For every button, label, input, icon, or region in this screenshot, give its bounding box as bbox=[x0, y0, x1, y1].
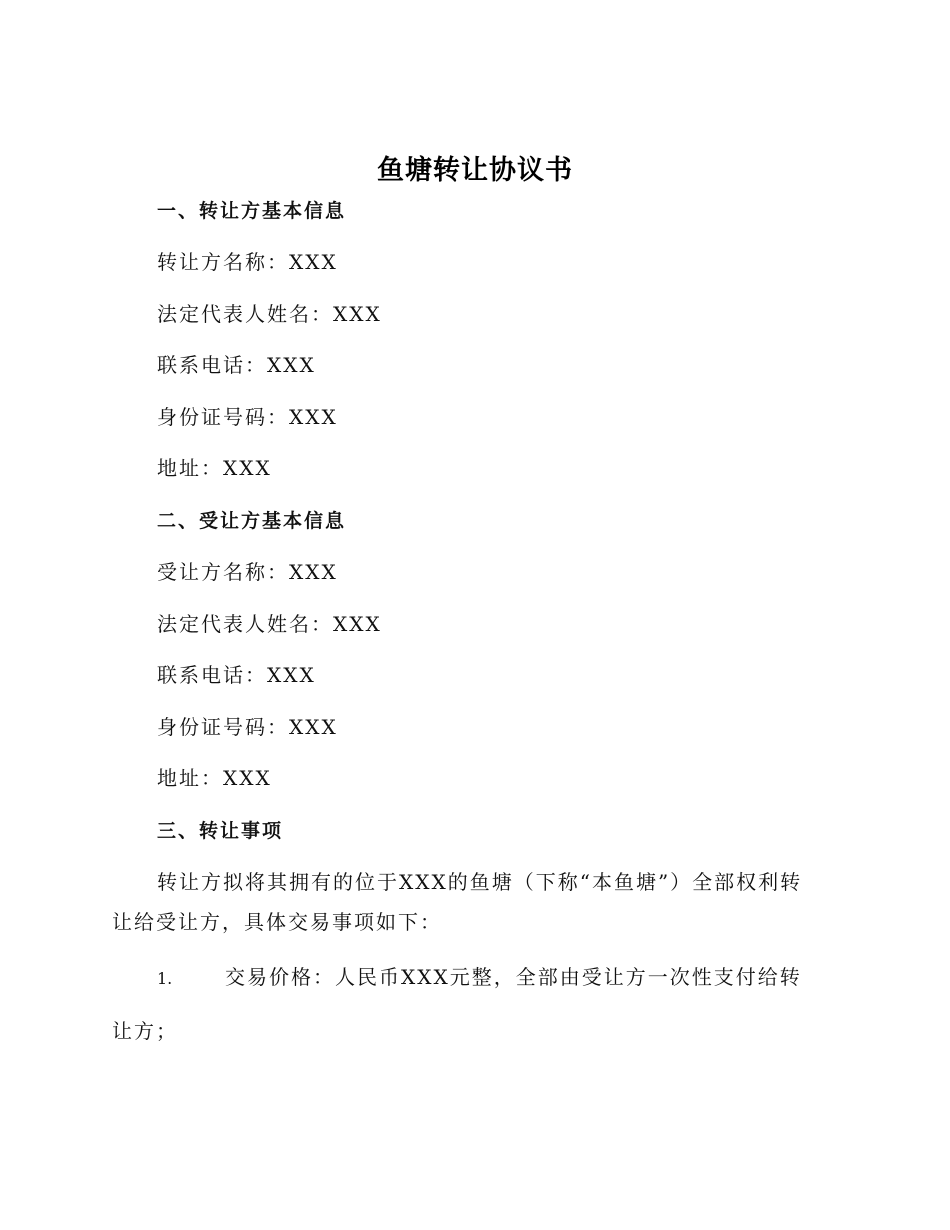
transferee-address-field: 地址：XXX bbox=[157, 766, 272, 790]
transfer-item-number: 1. bbox=[157, 969, 173, 988]
document-title: 鱼塘转让协议书 bbox=[377, 155, 573, 186]
transferee-name-field: 受让方名称：XXX bbox=[157, 560, 338, 584]
transferee-phone-field: 联系电话：XXX bbox=[157, 663, 316, 687]
transferee-id-field: 身份证号码：XXX bbox=[157, 715, 338, 739]
transferor-phone-field: 联系电话：XXX bbox=[157, 353, 316, 377]
transferor-legal-rep-field: 法定代表人姓名：XXX bbox=[157, 302, 382, 326]
transfer-intro-paragraph: 转让方拟将其拥有的位于XXX的鱼塘（下称“本鱼塘”）全部权利转让给受让方，具体交易事项如下： bbox=[112, 870, 803, 934]
transferor-address-field: 地址：XXX bbox=[157, 456, 272, 480]
section-heading-transferee: 二、受让方基本信息 bbox=[157, 510, 347, 532]
section-heading-transfer-matters: 三、转让事项 bbox=[157, 820, 284, 842]
transfer-item bbox=[112, 951, 822, 1057]
section-heading-transferor: 一、转让方基本信息 bbox=[157, 200, 347, 222]
transfer-item-text: 交易价格：人民币XXX元整，全部由受让方一次性支付给转让方； bbox=[112, 965, 802, 1043]
transferor-id-field: 身份证号码：XXX bbox=[157, 405, 338, 429]
transferor-name-field: 转让方名称：XXX bbox=[157, 250, 338, 274]
transferee-legal-rep-field: 法定代表人姓名：XXX bbox=[157, 612, 382, 636]
